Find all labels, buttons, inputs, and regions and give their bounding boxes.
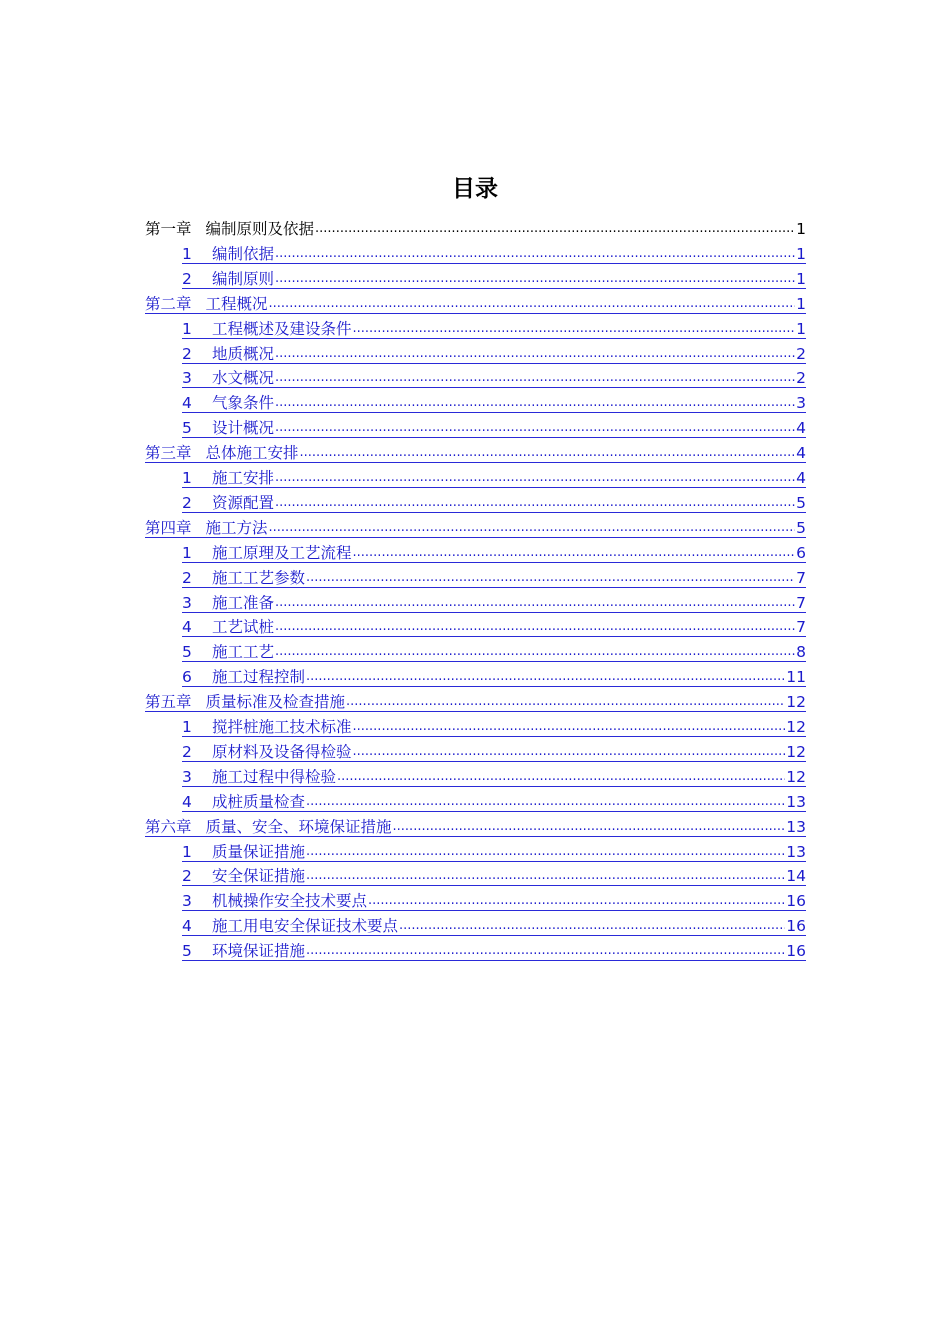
toc-entry-label: 总体施工安排: [205, 444, 299, 463]
toc-dot-leader: [353, 718, 786, 736]
toc-section-link[interactable]: [182, 241, 806, 264]
toc-chapter-link[interactable]: [145, 291, 806, 314]
toc-page-number: 13: [786, 817, 806, 836]
toc-page-number: 12: [786, 718, 806, 736]
toc-section-link[interactable]: [182, 888, 806, 911]
toc-section-link[interactable]: [182, 639, 806, 662]
toc-page-number: 8: [796, 643, 806, 662]
toc-dot-leader: [306, 867, 785, 885]
toc-entry-label: 工艺试桩: [212, 618, 275, 637]
toc-entry-number: 第一章: [145, 220, 192, 238]
toc-dot-leader: [275, 394, 795, 412]
toc-page-number: 12: [786, 767, 806, 786]
toc-entry-number: 6: [182, 668, 192, 687]
toc-page-number: 1: [796, 220, 806, 238]
toc-entry-label: 编制原则及依据: [205, 220, 315, 238]
toc-page-number: 16: [786, 892, 806, 911]
toc-dot-leader: [337, 768, 785, 786]
toc-entry-number: 4: [182, 917, 192, 936]
toc-entry-label: 环境保证措施: [212, 942, 306, 961]
toc-entry-number: 2: [182, 269, 192, 288]
toc-dot-leader: [269, 519, 796, 537]
toc-page-number: 16: [786, 942, 806, 961]
toc-page-number: 6: [796, 543, 806, 562]
toc-entry-number: 1: [182, 319, 192, 338]
toc-page-number: 5: [796, 518, 806, 537]
toc-dot-leader: [275, 369, 795, 387]
toc-page-number: 16: [786, 917, 806, 936]
toc-entry-number: 第五章: [145, 693, 192, 712]
toc-dot-leader: [275, 270, 795, 288]
toc-entry-label: 编制依据: [212, 244, 275, 263]
toc-dot-leader: [269, 295, 796, 313]
toc-dot-leader: [393, 818, 786, 836]
toc-section-link[interactable]: [182, 341, 806, 364]
toc-entry-label: 地质概况: [212, 344, 275, 363]
toc-dot-leader: [300, 444, 796, 462]
toc-section-link[interactable]: [182, 490, 806, 513]
toc-dot-leader: [306, 793, 785, 811]
toc-entry-label: 施工准备: [212, 593, 275, 612]
toc-entry-label: 搅拌桩施工技术标准: [212, 718, 352, 736]
toc-page-number: 14: [786, 867, 806, 886]
toc-entry-number: 3: [182, 767, 192, 786]
toc-entry-number: 2: [182, 344, 192, 363]
toc-entry-number: 2: [182, 742, 192, 761]
toc-dot-leader: [275, 419, 795, 437]
toc-entry-label: 施工过程控制: [212, 668, 306, 687]
toc-page-number: 1: [796, 269, 806, 288]
toc-section-link[interactable]: [182, 365, 806, 388]
toc-page-number: 12: [786, 693, 806, 712]
toc-dot-leader: [306, 942, 785, 960]
toc-section-link[interactable]: [182, 789, 806, 812]
toc-entry-number: 2: [182, 493, 192, 512]
toc-section-link[interactable]: [182, 565, 806, 588]
toc-page-number: 2: [796, 369, 806, 388]
toc-section-link[interactable]: [182, 714, 806, 737]
toc-entry-number: 第六章: [145, 817, 192, 836]
toc-page-number: 7: [796, 618, 806, 637]
toc-section-link[interactable]: [182, 764, 806, 787]
toc-dot-leader: [275, 345, 795, 363]
toc-dot-leader: [275, 618, 795, 636]
toc-dot-leader: [399, 917, 785, 935]
toc-chapter-link[interactable]: [145, 689, 806, 712]
toc-entry-label: 工程概况: [205, 294, 268, 313]
toc-entry-label: 质量标准及检查措施: [205, 693, 346, 712]
toc-entry-number: 3: [182, 593, 192, 612]
toc-dot-leader: [275, 469, 795, 487]
toc-entry-label: 施工工艺: [212, 643, 275, 662]
toc-section-link[interactable]: [182, 739, 806, 762]
toc-entry-label: 工程概述及建设条件: [212, 319, 352, 338]
toc-entry-number: 1: [182, 842, 192, 861]
toc-entry-number: 1: [182, 244, 192, 263]
toc-entry-number: 4: [182, 618, 192, 637]
toc-entry-number: 第四章: [145, 518, 192, 537]
toc-entry-label: 施工原理及工艺流程: [212, 543, 352, 562]
toc-entry-label: 质量、安全、环境保证措施: [205, 817, 392, 836]
toc-dot-leader: [275, 643, 795, 661]
toc-page-number: 13: [786, 842, 806, 861]
toc-section-link[interactable]: [182, 863, 806, 886]
toc-entry-number: 第三章: [145, 444, 192, 463]
toc-entry-label: 设计概况: [212, 419, 275, 438]
toc-chapter-link[interactable]: [145, 814, 806, 837]
toc-section-link[interactable]: [182, 266, 806, 289]
toc-entry-number: 1: [182, 543, 192, 562]
toc-entry-label: 编制原则: [212, 269, 275, 288]
toc-entry-number: 5: [182, 419, 192, 438]
toc-section-link[interactable]: [182, 316, 806, 339]
toc-dot-leader: [275, 245, 795, 263]
toc-section-link[interactable]: [182, 839, 806, 862]
toc-entry-number: 3: [182, 892, 192, 911]
toc-entry-number: 5: [182, 942, 192, 961]
toc-page-number: 13: [786, 792, 806, 811]
toc-page-number: 1: [796, 294, 806, 313]
toc-dot-leader: [346, 693, 785, 711]
toc-section-link[interactable]: [182, 938, 806, 961]
toc-entry-label: 施工方法: [205, 518, 268, 537]
toc-entry-label: 安全保证措施: [212, 867, 306, 886]
toc-page-number: 4: [796, 469, 806, 487]
toc-entry-label: 水文概况: [212, 369, 275, 388]
toc-page-number: 4: [796, 419, 806, 438]
toc-section-link[interactable]: [182, 664, 806, 687]
toc-entry-label: 施工安排: [212, 469, 275, 487]
toc-dot-leader: [275, 594, 795, 612]
toc-page-number: 1: [796, 244, 806, 263]
toc-section-link[interactable]: [182, 913, 806, 936]
toc-entry-label: 施工工艺参数: [212, 568, 306, 587]
toc-dot-leader: [368, 892, 785, 910]
toc-dot-leader: [315, 220, 795, 238]
toc-section-link[interactable]: [182, 465, 806, 488]
toc-page-number: 12: [786, 742, 806, 761]
toc-entry-label: 施工用电安全保证技术要点: [212, 917, 399, 936]
toc-dot-leader: [306, 843, 785, 861]
toc-chapter-link: [145, 216, 806, 238]
toc-section-link[interactable]: [182, 614, 806, 637]
toc-entry-number: 2: [182, 568, 192, 587]
toc-entry-label: 机械操作安全技术要点: [212, 892, 368, 911]
toc-section-link[interactable]: [182, 390, 806, 413]
toc-title: 目录: [452, 176, 498, 202]
toc-chapter-link[interactable]: [145, 515, 806, 538]
toc-entry-number: 1: [182, 469, 192, 487]
toc-entry-label: 质量保证措施: [212, 842, 306, 861]
toc-entry-number: 5: [182, 643, 192, 662]
toc-section-link[interactable]: [182, 415, 806, 438]
toc-entry-number: 第二章: [145, 294, 192, 313]
toc-entry-number: 4: [182, 792, 192, 811]
toc-page-number: 7: [796, 593, 806, 612]
toc-entry-number: 4: [182, 394, 192, 413]
toc-page-number: 1: [796, 319, 806, 338]
toc-dot-leader: [306, 668, 785, 686]
toc-dot-leader: [353, 320, 796, 338]
toc-entry-number: 3: [182, 369, 192, 388]
toc-dot-leader: [353, 743, 786, 761]
toc-dot-leader: [306, 569, 795, 587]
toc-section-link[interactable]: [182, 590, 806, 613]
toc-page-number: 2: [796, 344, 806, 363]
toc-entry-label: 成桩质量检查: [212, 792, 306, 811]
toc-entry-label: 施工过程中得检验: [212, 767, 337, 786]
toc-page-number: 4: [796, 444, 806, 463]
toc-page-number: 7: [796, 568, 806, 587]
toc-entry-label: 资源配置: [212, 493, 275, 512]
toc-page-number: 5: [796, 493, 806, 512]
toc-entry-number: 1: [182, 718, 192, 736]
toc-dot-leader: [275, 494, 795, 512]
toc-page-number: 3: [796, 394, 806, 413]
toc-section-link[interactable]: [182, 540, 806, 563]
toc-dot-leader: [353, 544, 796, 562]
toc-page-number: 11: [786, 668, 806, 687]
toc-entry-label: 气象条件: [212, 394, 275, 413]
toc-entry-label: 原材料及设备得检验: [212, 742, 352, 761]
toc-chapter-link[interactable]: [145, 440, 806, 463]
toc-entry-number: 2: [182, 867, 192, 886]
